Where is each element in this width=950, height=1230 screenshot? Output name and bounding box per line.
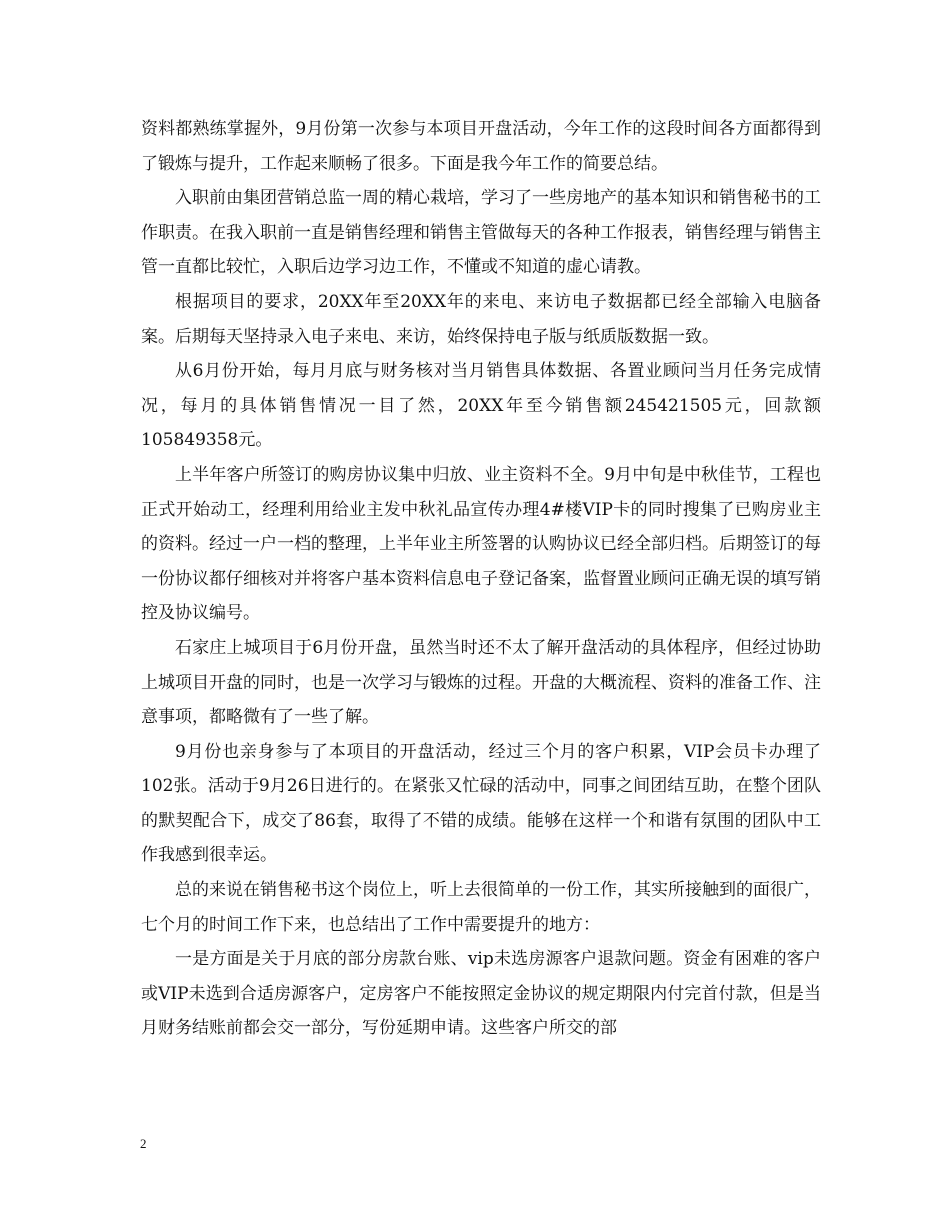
paragraph-shangcheng-opening: 石家庄上城项目于6月份开盘，虽然当时还不太了解开盘活动的具体程序，但经过协助上城项目开盘的同时，也是一次学习与锻炼的过程。开盘的大概流程、资料的准备工作、注意事项，都略微有了一些了解。 bbox=[141, 637, 821, 728]
document-body bbox=[141, 112, 821, 1046]
paragraph-summary: 总的来说在销售秘书这个岗位上，听上去很简单的一份工作，其实所接触到的面很广，七个月的时间工作下来，也总结出了工作中需要提升的地方： bbox=[141, 880, 821, 935]
page-number: 2 bbox=[140, 1136, 147, 1151]
paragraph-improvement-one: 一是方面是关于月底的部分房款台账、vip未选房源客户退款问题。资金有困难的客户或VIP未选到合适房源客户，定房客户不能按照定金协议的规定期限内付完首付款，但是当月财务结账前都会交一部分，写份延期申请。这些客户所交的部 bbox=[141, 949, 821, 1039]
paragraph-continuation: 资料都熟练掌握外，9月份第一次参与本项目开盘活动，今年工作的这段时间各方面都得到了锻炼与提升，工作起来顺畅了很多。下面是我今年工作的简要总结。 bbox=[141, 119, 821, 174]
paragraph-onboarding-training: 入职前由集团营销总监一周的精心栽培，学习了一些房地产的基本知识和销售秘书的工作职责。在我入职前一直是销售经理和销售主管做每天的各种工作报表，销售经理与销售主管一直都比较忙，入职后边学习边工作，不懂或不知道的虚心请教。 bbox=[141, 188, 821, 278]
paragraph-sales-reconciliation: 从6月份开始，每月月底与财务核对当月销售具体数据、各置业顾问当月任务完成情况，每月的具体销售情况一目了然，20XX年至今销售额245421505元，回款额105849358元。 bbox=[141, 361, 821, 451]
paragraph-data-entry: 根据项目的要求，20XX年至20XX年的来电、来访电子数据都已经全部输入电脑备案。后期每天坚持录入电子来电、来访，始终保持电子版与纸质版数据一致。 bbox=[141, 291, 821, 347]
paragraph-project-opening: 9月份也亲身参与了本项目的开盘活动，经过三个月的客户积累，VIP会员卡办理了102张。活动于9月26日进行的。在紧张又忙碌的活动中，同事之间团结互助，在整个团队的默契配合下，成交了86套，取得了不错的成绩。能够在这样一个和谐有氛围的团队中工作我感到很幸运。 bbox=[141, 741, 821, 866]
paragraph-agreement-archiving: 上半年客户所签订的购房协议集中归放、业主资料不全。9月中旬是中秋佳节，工程也正式开始动工，经理利用给业主发中秋礼品宣传办理4#楼VIP卡的同时搜集了已购房业主的资料。经过一户一档的整理，上半年业主所签署的认购协议已经全部归档。后期签订的每一份协议都仔细核对并将客户基本资料信息电子登记备案，监督置业顾问正确无误的填写销控及协议编号。 bbox=[141, 464, 821, 624]
